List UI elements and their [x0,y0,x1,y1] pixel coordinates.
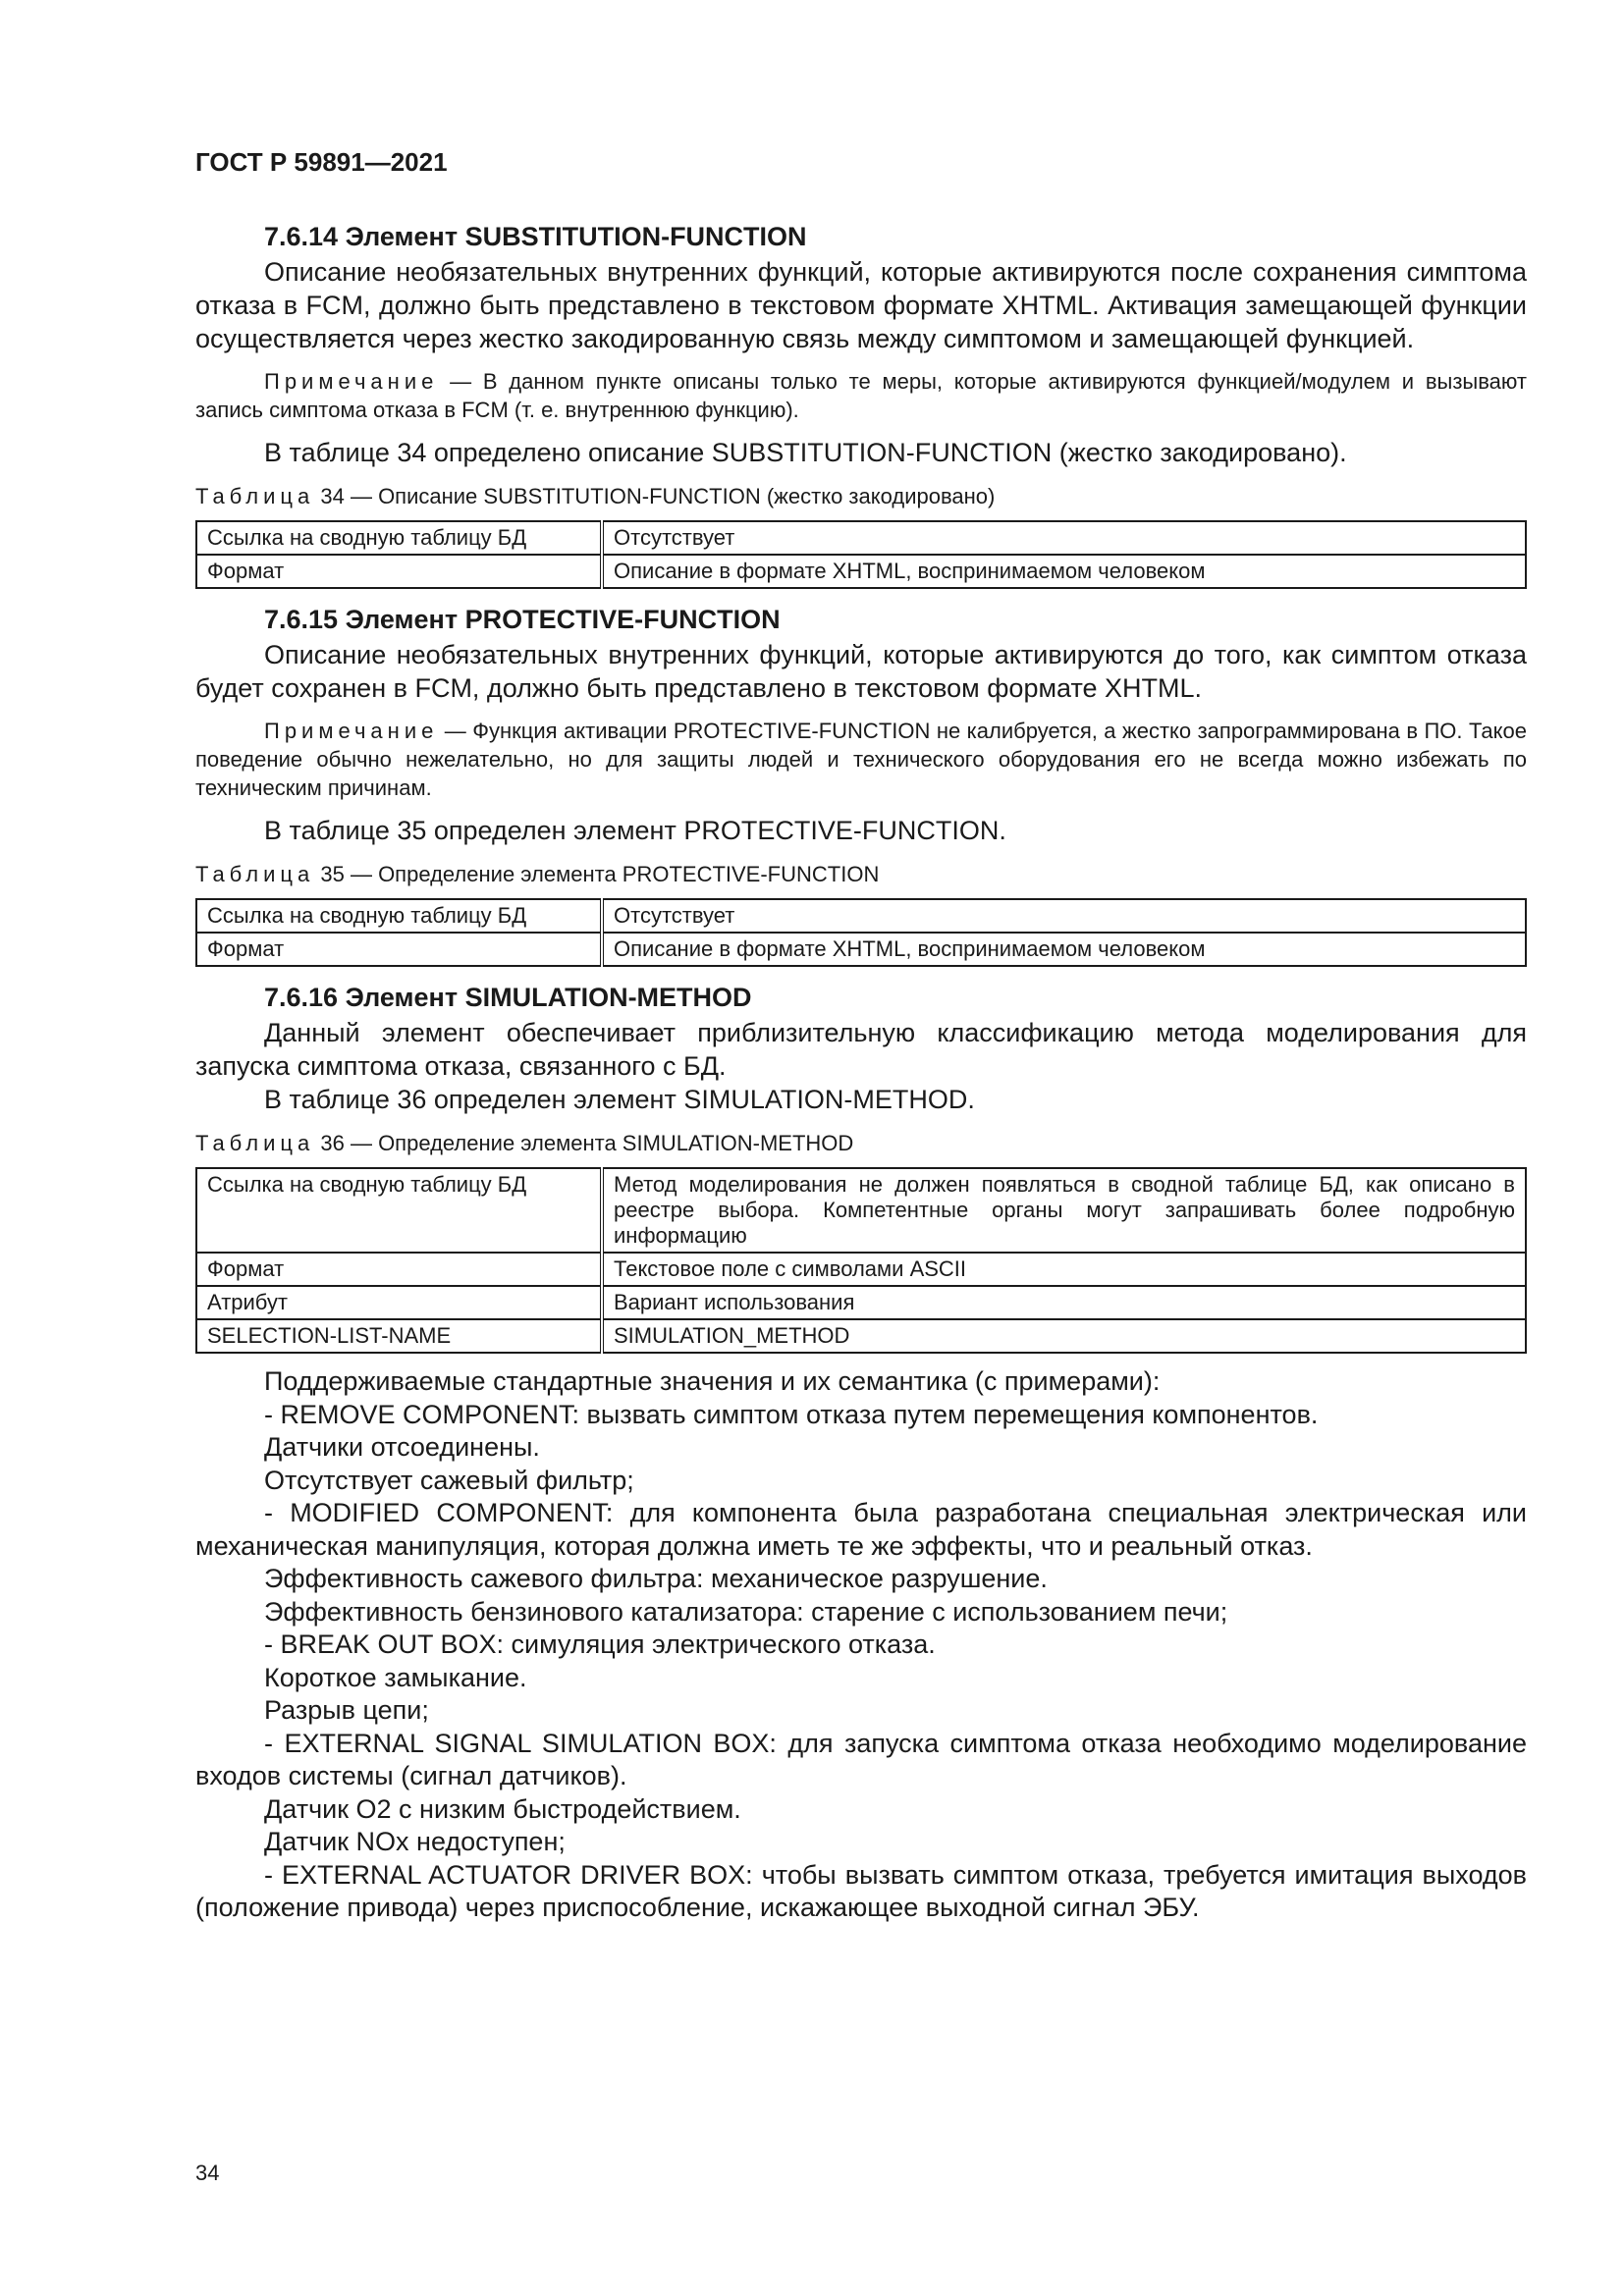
list-item: Эффективность сажевого фильтра: механическое разрушение. [264,1564,1048,1593]
list-item: Разрыв цепи; [264,1695,429,1725]
list-item: Отсутствует сажевый фильтр; [264,1465,634,1495]
simulation-method-values-list [195,1365,1527,1925]
table-34 [195,520,1527,589]
table-row [196,933,1526,966]
table-cell-value: Описание в формате XHTML, воспринимаемом человеком [602,555,1526,588]
table-cell-key: Формат [196,933,602,966]
table-cell-value: Отсутствует [602,521,1526,555]
table-cell-key: Формат [196,555,602,588]
list-item: - EXTERNAL ACTUATOR DRIVER BOX: чтобы вызвать симптом отказа, требуется имитация выходов (положение привода) через приспособление, искажающее выходной сигнал ЭБУ. [195,1859,1527,1922]
table-row [196,1286,1526,1319]
table-caption-34 [195,483,1527,510]
table-row [196,555,1526,588]
table-cell-value: Отсутствует [602,899,1526,933]
note-7-6-15 [195,717,1527,802]
list-item: Датчик O2 с низким быстродействием. [264,1793,741,1824]
section-paragraph-7-6-15: Описание необязательных внутренних функций, которые активируются до того, как симптом отказа будет сохранен в FCM, должно быть представлено в текстовом формате XHTML. [195,640,1527,703]
document-body [195,220,1527,1925]
list-item: Поддерживаемые стандартные значения и их семантика (с примерами): [264,1366,1161,1396]
note-text: — В данном пункте описаны только те меры, которые активируются функцией/модулем и вызывают запись симптома отказа в FCM (т. е. внутреннюю функцию). [195,369,1527,422]
table-row [196,521,1526,555]
table-cell-key: SELECTION-LIST-NAME [196,1319,602,1353]
table-caption-35 [195,861,1527,888]
table-cell-value: Текстовое поле с символами ASCII [602,1253,1526,1286]
note-text: — Функция активации PROTECTIVE-FUNCTION не калибруется, а жестко запрограммирована в ПО. Такое поведение обычно нежелательно, но для защиты людей и технического оборудования его не всегда можно избежать по техническим причинам. [195,719,1527,800]
table-intro-36: В таблице 36 определен элемент SIMULATION-METHOD. [264,1085,975,1114]
list-item: - BREAK OUT BOX: симуляция электрического отказа. [264,1629,936,1659]
table-cell-value: SIMULATION_METHOD [602,1319,1526,1353]
table-caption-text: 34 — Описание SUBSTITUTION-FUNCTION (жестко закодировано) [314,484,996,508]
table-intro-34: В таблице 34 определено описание SUBSTITUTION-FUNCTION (жестко закодировано). [264,438,1347,467]
table-row [196,1253,1526,1286]
table-cell-key: Ссылка на сводную таблицу БД [196,1168,602,1253]
standard-header: ГОСТ Р 59891—2021 [195,147,448,177]
list-item: Датчики отсоединены. [264,1432,540,1462]
table-cell-value: Описание в формате XHTML, воспринимаемом человеком [602,933,1526,966]
list-item: Эффективность бензинового катализатора: старение с использованием печи; [264,1596,1228,1627]
page-number: 34 [195,2161,220,2185]
table-35 [195,898,1527,967]
table-row [196,1168,1526,1253]
table-cell-value: Вариант использования [602,1286,1526,1319]
table-label: Таблица [195,862,315,886]
table-cell-key: Ссылка на сводную таблицу БД [196,899,602,933]
table-cell-key: Ссылка на сводную таблицу БД [196,521,602,555]
table-36 [195,1167,1527,1354]
section-paragraph-7-6-16: Данный элемент обеспечивает приблизительную классификацию метода моделирования для запуска симптома отказа, связанного с БД. [195,1018,1527,1081]
section-heading-7-6-16: 7.6.16 Элемент SIMULATION-METHOD [264,983,752,1012]
table-cell-key: Формат [196,1253,602,1286]
list-item: - EXTERNAL SIGNAL SIMULATION BOX: для запуска симптома отказа необходимо моделирование входов системы (сигнал датчиков). [195,1728,1527,1790]
table-caption-36 [195,1130,1527,1157]
table-row [196,899,1526,933]
section-heading-7-6-15: 7.6.15 Элемент PROTECTIVE-FUNCTION [264,605,781,634]
table-label: Таблица [195,1131,315,1155]
table-cell-key: Атрибут [196,1286,602,1319]
list-item: Датчик NOx недоступен; [264,1827,566,1856]
note-label: Примечание [264,369,439,394]
section-heading-7-6-14: 7.6.14 Элемент SUBSTITUTION-FUNCTION [264,222,807,251]
list-item: - REMOVE COMPONENT: вызвать симптом отказа путем перемещения компонентов. [264,1399,1319,1429]
table-row [196,1319,1526,1353]
table-caption-text: 36 — Определение элемента SIMULATION-METHOD [314,1131,854,1155]
list-item: Короткое замыкание. [264,1662,527,1692]
note-7-6-14 [195,367,1527,424]
section-paragraph-7-6-14: Описание необязательных внутренних функций, которые активируются после сохранения симптома отказа в FCM, должно быть представлено в текстовом формате XHTML. Активация замещающей функции осуществляется через жестко закодированную связь между симптомом и замещающей функцией. [195,257,1527,353]
table-cell-value: Метод моделирования не должен появляться в сводной таблице БД, как описано в реестре выбора. Компетентные органы могут запрашивать более подробную информацию [602,1168,1526,1253]
table-intro-35: В таблице 35 определен элемент PROTECTIVE-FUNCTION. [264,816,1006,845]
table-label: Таблица [195,484,315,508]
list-item: - MODIFIED COMPONENT: для компонента была разработана специальная электрическая или механическая манипуляция, которая должна иметь те же эффекты, что и реальный отказ. [195,1498,1527,1561]
table-caption-text: 35 — Определение элемента PROTECTIVE-FUNCTION [314,862,880,886]
note-label: Примечание [264,719,439,743]
